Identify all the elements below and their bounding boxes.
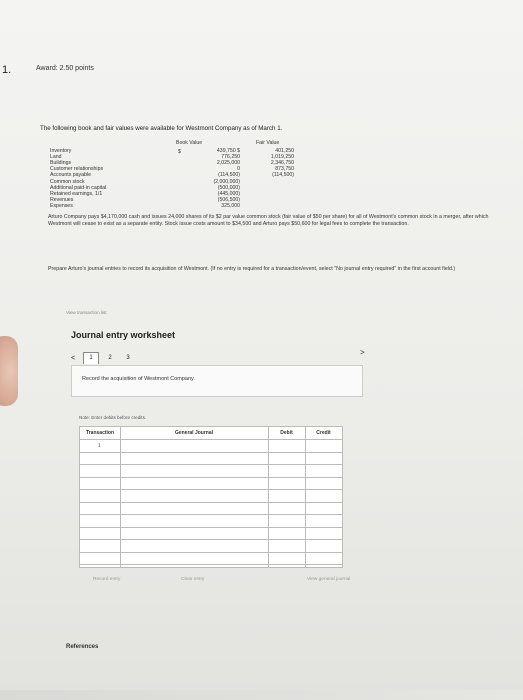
col-credit-header: Credit xyxy=(316,430,331,436)
record-instruction: Record the acquisition of Westmont Company. xyxy=(82,376,195,382)
row-fair-value: 2,346,750 xyxy=(270,160,294,167)
row-book-value: (114,500) xyxy=(218,172,240,179)
journal-grid xyxy=(79,426,343,568)
clear-entry-button[interactable]: Clear entry xyxy=(181,577,205,582)
row-book-value: 439,750 $ xyxy=(216,148,240,154)
row-label: Common stock xyxy=(50,178,85,185)
award-points: Award: 2.50 points xyxy=(36,65,94,72)
row-label: Accounts payable xyxy=(50,172,91,179)
row-book-value: 776,250 xyxy=(221,154,240,161)
prev-arrow-icon[interactable]: < xyxy=(71,354,76,362)
row-label: Inventory xyxy=(50,148,72,154)
row-book-value: 325,000 xyxy=(221,202,240,209)
row-fair-value: 401,250 xyxy=(275,148,294,154)
grid-col-line xyxy=(305,427,306,567)
row-label: Expenses xyxy=(50,202,73,209)
tab-1[interactable]: 1 xyxy=(83,352,99,364)
worksheet-title: Journal entry worksheet xyxy=(71,330,176,340)
row-fair-value: 1,019,250 xyxy=(270,154,294,161)
header-fair-value: Fair Value xyxy=(256,140,280,146)
table-row xyxy=(50,185,350,191)
view-transaction-list-button[interactable]: View transaction list xyxy=(66,310,107,315)
next-arrow-icon[interactable]: > xyxy=(360,348,365,357)
record-entry-button[interactable]: Record entry xyxy=(93,577,121,582)
table-row xyxy=(50,191,350,197)
row-label: Retained earnings, 1/1 xyxy=(50,190,103,197)
row-label: Land xyxy=(50,154,62,161)
table-row xyxy=(50,160,350,166)
row-book-value: 0 xyxy=(237,166,240,173)
tab-2[interactable]: 2 xyxy=(108,354,112,361)
row-book-value: (2,000,000) xyxy=(213,178,240,185)
table-row xyxy=(50,148,350,154)
bottom-strip xyxy=(0,690,523,700)
question-number: 1. xyxy=(2,64,12,76)
debit-credit-note: Note: Enter debits before credits. xyxy=(79,415,147,420)
col-transaction-header: Transaction xyxy=(85,430,115,436)
grid-col-line xyxy=(268,427,269,567)
journal-entry-worksheet xyxy=(65,322,385,662)
dollar-sign: $ xyxy=(178,149,181,155)
row-label: Revenues xyxy=(50,196,74,203)
row-book-value: (506,500) xyxy=(217,196,240,203)
table-row xyxy=(50,203,350,209)
view-general-journal-button[interactable]: View general journal xyxy=(307,577,351,582)
record-instruction-box xyxy=(71,365,363,397)
col-debit-header: Debit xyxy=(280,430,293,436)
table-row xyxy=(50,197,350,203)
scenario-paragraph: Arturo Company pays $4,170,000 cash and issues 24,000 shares of its $2 par value common stock (fair value of $50 per share) for all of Westmont's common stock in a merger, after which Westmont will cease to exist as a separate entity. Stock issue costs amount to $34,500 and Arturo pays $50,600 for legal fees to complete the transaction. xyxy=(48,214,489,227)
row-book-value: (500,000) xyxy=(217,184,240,191)
row-label: Customer relationships xyxy=(50,166,104,173)
tab-3[interactable]: 3 xyxy=(126,354,130,361)
intro-text: The following book and fair values were available for Westmont Company as of March 1. xyxy=(40,125,283,132)
row-label: Additional paid-in capital xyxy=(50,184,107,191)
table-row xyxy=(50,172,350,178)
row-book-value: (445,000) xyxy=(217,190,240,197)
row-label: Buildings xyxy=(50,160,72,167)
table-row xyxy=(50,154,350,160)
row-book-value: 2,025,000 xyxy=(216,160,240,167)
instruction-paragraph: Prepare Arturo's journal entries to record its acquisition of Westmont. (If no entry is required for a transaction/event, select "No journal entry required" in the first account field.) xyxy=(48,266,456,272)
references-label: References xyxy=(66,644,99,650)
grid-col-line xyxy=(120,427,121,567)
worksheet-tabs xyxy=(71,352,139,364)
table-row xyxy=(50,179,350,185)
transaction-number: 1 xyxy=(98,443,101,449)
row-fair-value: 873,750 xyxy=(275,166,294,173)
row-fair-value: (114,500) xyxy=(272,172,294,179)
thumb-photo-artifact xyxy=(0,336,18,406)
header-book-value: Book Value xyxy=(176,140,203,146)
table-row xyxy=(50,166,350,172)
col-journal-header: General Journal xyxy=(174,430,214,436)
